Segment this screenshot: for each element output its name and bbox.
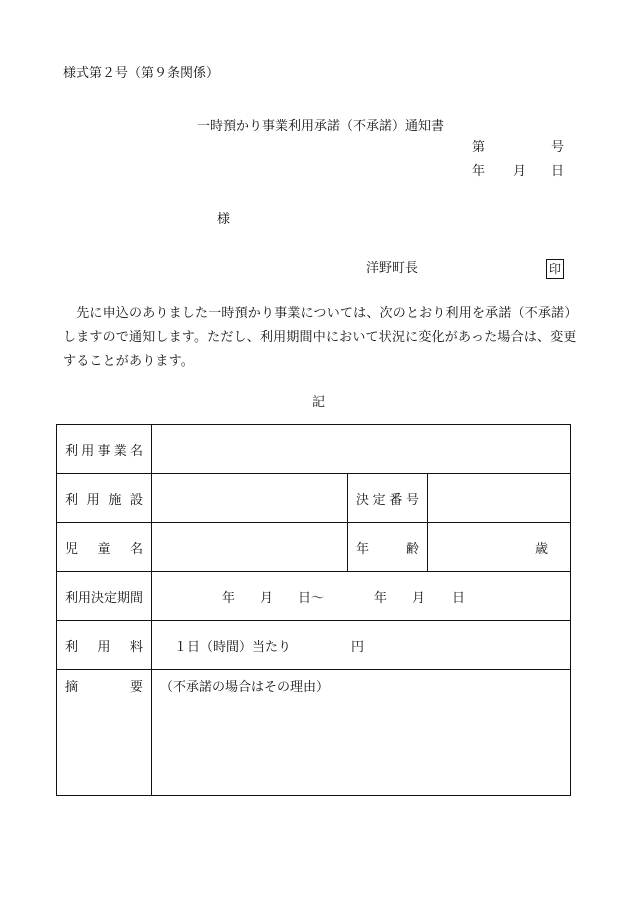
period-end-day: 日 [452, 590, 466, 606]
issue-number-line [472, 140, 564, 156]
table-row [57, 621, 571, 670]
remarks-hint: （不承諾の場合はその理由） [160, 680, 330, 695]
document-title: 一時預かり事業利用承諾（不承諾）通知書 [197, 119, 445, 134]
issue-date-year: 年 [472, 164, 486, 179]
label-service-name: 利用事業名 [57, 425, 152, 474]
table-row [57, 425, 571, 474]
field-remarks[interactable] [152, 670, 571, 796]
field-child-name[interactable] [152, 523, 348, 572]
issue-number-prefix: 第 [472, 140, 486, 155]
form-number: 様式第２号（第９条関係） [63, 66, 220, 81]
field-service-name[interactable] [152, 425, 571, 474]
issue-date-month: 月 [512, 164, 526, 179]
issue-number-suffix: 号 [550, 140, 564, 155]
label-age: 年齢 [348, 523, 428, 572]
field-fee[interactable] [152, 621, 571, 670]
field-period[interactable] [152, 572, 571, 621]
table-row [57, 670, 571, 796]
period-start-day: 日～ [298, 590, 325, 606]
addressee-suffix: 様 [217, 212, 231, 227]
period-start-month: 月 [260, 590, 274, 606]
fee-unit: 円 [351, 639, 365, 655]
table-row [57, 572, 571, 621]
label-period: 利用決定期間 [57, 572, 152, 621]
table-row [57, 523, 571, 572]
seal-mark: 印 [546, 259, 564, 279]
field-decision-number[interactable] [428, 474, 571, 523]
label-facility: 利用施設 [57, 474, 152, 523]
label-child-name: 児童名 [57, 523, 152, 572]
detail-table [56, 424, 571, 796]
field-facility[interactable] [152, 474, 348, 523]
issue-date-line [472, 164, 564, 180]
field-age[interactable] [428, 523, 571, 572]
age-unit: 歳 [535, 541, 549, 557]
notice-body: 先に申込のありました一時預かり事業については、次のとおり利用を承諾（不承諾）しますので通知します。ただし、利用期間中において状況に変化があった場合は、変更することがあります。 [63, 306, 578, 369]
label-remarks: 摘要 [57, 670, 152, 796]
period-end-year: 年 [374, 590, 388, 606]
label-decision-number: 決定番号 [348, 474, 428, 523]
issue-date-day: 日 [550, 164, 564, 179]
fee-text: １日（時間）当たり [174, 639, 292, 655]
period-end-month: 月 [412, 590, 426, 606]
period-start-year: 年 [222, 590, 236, 606]
table-row [57, 474, 571, 523]
ki-heading: 記 [312, 395, 326, 410]
sender-name: 洋野町長 [366, 261, 419, 276]
label-fee: 利用料 [57, 621, 152, 670]
